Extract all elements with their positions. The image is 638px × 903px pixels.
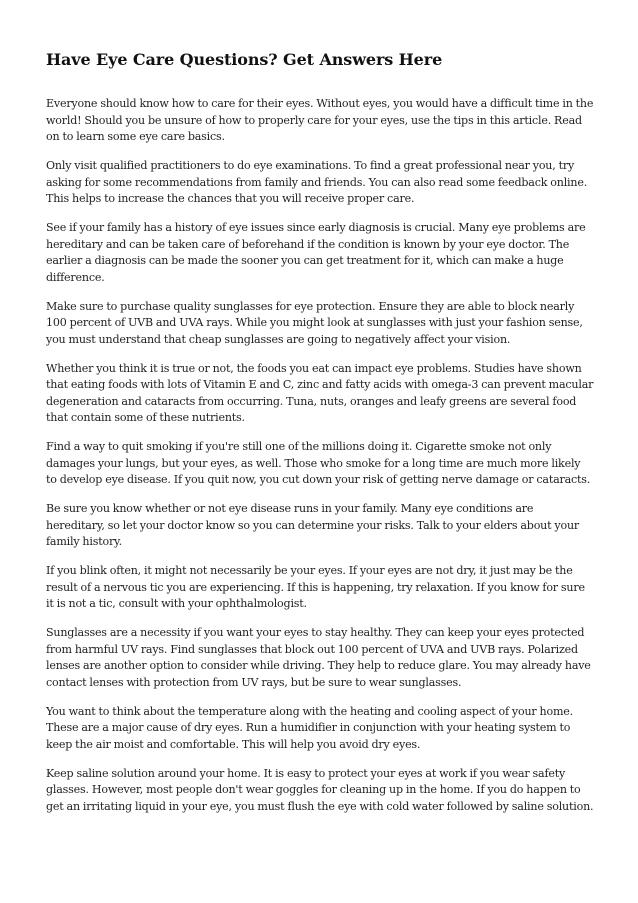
paragraph: Make sure to purchase quality sunglasses for eye protection. Ensure they are able to block nearly 100 percent of UVB and UVA rays. While you might look at sunglasses with just your fashion sense, you must understand that cheap sunglasses are going to negatively affect your vision. — [46, 299, 583, 346]
paragraph: If you blink often, it might not necessarily be your eyes. If your eyes are not dry, it just may be the result of a nervous tic you are experiencing. If this is happening, try relaxation. If you know for sure it is not a tic, consult with your ophthalmologist. — [46, 564, 585, 610]
paragraph: You want to think about the temperature along with the heating and cooling aspect of your home. These are a major cause of dry eyes. Run a humidifier in conjunction with your heating system to keep the air moist and comfortable. This will help you avoid dry eyes. — [46, 704, 573, 751]
paragraph: Everyone should know how to care for their eyes. Without eyes, you would have a difficult time in the world! Should you be unsure of how to properly care for your eyes, use the tips in this article. Read on to learn some eye care basics. — [46, 97, 594, 143]
paragraph: Keep saline solution around your home. It is easy to protect your eyes at work if you wear safety glasses. However, most people don't wear goggles for cleaning up in the home. If you do happen to get an irritating liquid in your eye, you must flush the eye with cold water followed by saline solution. — [46, 766, 594, 813]
paragraph: Whether you think it is true or not, the foods you eat can impact eye problems. Studies have shown that eating foods with lots of Vitamin E and C, zinc and fatty acids with omega-3 can prevent macular degeneration and cataracts from occurring. Tuna, nuts, oranges and leafy greens are several food that contain some of these nutrients. — [46, 361, 594, 424]
paragraph: Find a way to quit smoking if you're still one of the millions doing it. Cigarette smoke not only damages your lungs, but your eyes, as well. Those who smoke for a long time are much more likely to develop eye disease. If you quit now, you cut down your risk of getting nerve damage or cataracts. — [46, 440, 591, 486]
document-title: Have Eye Care Questions? Get Answers Here — [46, 50, 443, 69]
paragraph: See if your family has a history of eye issues since early diagnosis is crucial. Many eye problems are hereditary and can be taken care of beforehand if the condition is known by your eye doctor. The earlier a diagnosis can be made the sooner you can get treatment for it, which can make a huge difference. — [46, 221, 586, 284]
paragraph: Only visit qualified practitioners to do eye examinations. To find a great professional near you, try asking for some recommendations from family and friends. You can also read some feedback online. This helps to increase the chances that you will receive proper care. — [46, 159, 588, 205]
paragraph: Sunglasses are a necessity if you want your eyes to stay healthy. They can keep your eyes protected from harmful UV rays. Find sunglasses that block out 100 percent of UVA and UVB rays. Polarized lenses are another option to consider while driving. They help to reduce glare. You may already have contact lenses with protection from UV rays, but be sure to wear sunglasses. — [46, 626, 591, 689]
paragraph: Be sure you know whether or not eye disease runs in your family. Many eye conditions are hereditary, so let your doctor know so you can determine your risks. Talk to your elders about your family history. — [46, 502, 579, 548]
document-page — [46, 50, 594, 828]
